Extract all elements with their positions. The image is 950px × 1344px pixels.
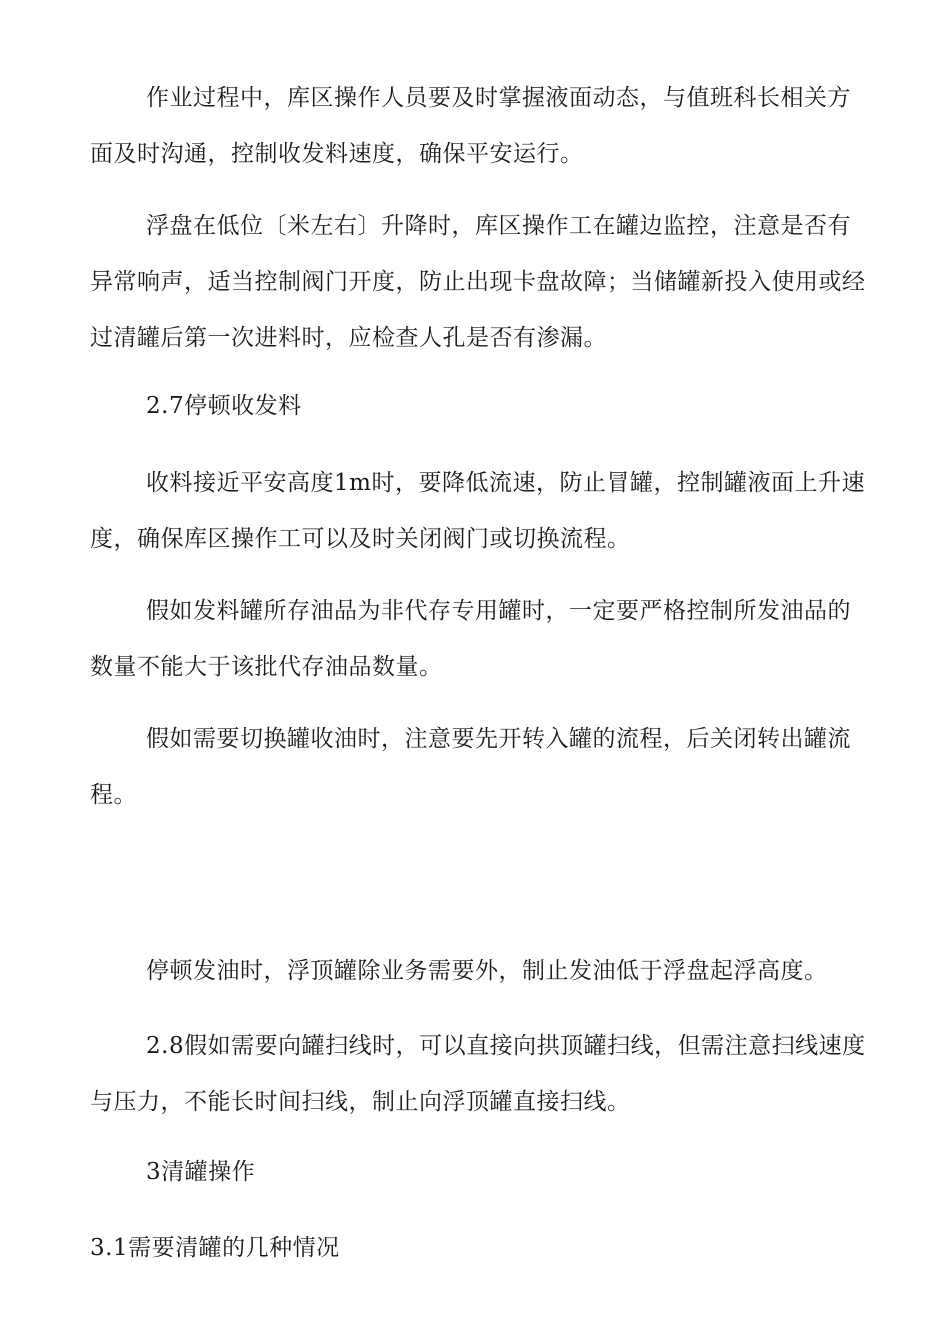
paragraph-floating-disc: 浮盘在低位〔米左右〕升降时，库区操作工在罐边监控，注意是否有异常响声，适当控制阀门开度，防止出现卡盘故障；当储罐新投入使用或经过清罐后第一次进料时，应检查人孔是否有渗漏。 [90,213,866,351]
section-heading-3: 3清罐操作 [146,1159,256,1185]
paragraph-2-8-line-sweep: 2.8假如需要向罐扫线时，可以直接向拱顶罐扫线，但需注意扫线速度与压力，不能长时间扫线，制止向浮顶罐直接扫线。 [90,1033,866,1115]
section-heading-2-7: 2.7停顿收发料 [146,393,302,419]
paragraph-stop-dispatch: 停顿发油时，浮顶罐除业务需要外，制止发油低于浮盘起浮高度。 [146,958,828,984]
paragraph-switch-tank: 假如需要切换罐收油时，注意要先开转入罐的流程，后关闭转出罐流程。 [90,726,851,808]
section-heading-3-1: 3.1需要清罐的几种情况 [90,1235,340,1261]
paragraph-receiving-safety-height: 收料接近平安高度1m时，要降低流速，防止冒罐，控制罐液面上升速度，确保库区操作工可以及时关闭阀门或切换流程。 [90,470,865,552]
paragraph-dispatch-quantity: 假如发料罐所存油品为非代存专用罐时，一定要严格控制所发油品的数量不能大于该批代存油品数量。 [90,598,851,680]
paragraph-operation-monitoring: 作业过程中，库区操作人员要及时掌握液面动态，与值班科长相关方面及时沟通，控制收发料速度，确保平安运行。 [90,85,851,167]
